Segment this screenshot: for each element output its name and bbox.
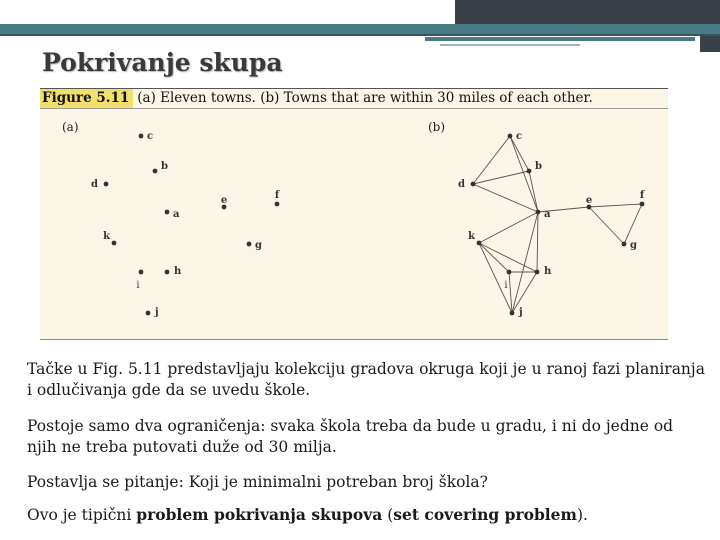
edge-e-g bbox=[589, 207, 624, 244]
town-j-panel-a bbox=[146, 311, 151, 316]
town-i-panel-a bbox=[139, 270, 144, 275]
figure-caption-label: Figure 5.11 bbox=[40, 89, 133, 108]
town-label-j-panel-a: j bbox=[155, 307, 159, 318]
town-g-panel-a bbox=[247, 242, 252, 247]
header-accent-stripe-light bbox=[440, 44, 580, 46]
town-label-j-panel-b: j bbox=[519, 307, 523, 318]
term-set-covering-sr: problem pokrivanja skupova bbox=[136, 505, 383, 524]
town-label-h-panel-a: h bbox=[174, 266, 182, 277]
town-k-panel-b bbox=[477, 241, 482, 246]
slide-title: Pokrivanje skupa bbox=[42, 48, 283, 77]
town-label-f-panel-a: f bbox=[274, 190, 280, 201]
edge-e-f bbox=[589, 204, 642, 207]
town-j-panel-b bbox=[510, 311, 515, 316]
paragraph-3: Postavlja se pitanje: Koji je minimalni potreban broj škola? bbox=[27, 473, 488, 491]
paragraph-4-suffix: ). bbox=[576, 506, 588, 524]
figure-caption-text: (a) Eleven towns. (b) Towns that are within 30 miles of each other. bbox=[137, 90, 593, 106]
edge-h-j bbox=[512, 272, 537, 313]
edge-k-j bbox=[479, 243, 512, 313]
panel-b-label: (b) bbox=[428, 120, 446, 134]
town-label-c-panel-b: c bbox=[516, 131, 523, 142]
term-set-covering-en: set covering problem bbox=[393, 505, 577, 524]
town-b-panel-a bbox=[153, 169, 158, 174]
town-a-panel-a bbox=[165, 210, 170, 215]
header-accent-stripe bbox=[425, 37, 695, 41]
town-d-panel-b bbox=[471, 182, 476, 187]
town-label-f-panel-b: f bbox=[639, 190, 645, 201]
header-accent-bar bbox=[0, 24, 720, 34]
town-b-panel-b bbox=[527, 169, 532, 174]
edge-a-j bbox=[512, 212, 538, 313]
edge-f-g bbox=[624, 204, 642, 244]
paragraph-4-prefix: Ovo je tipični bbox=[27, 506, 137, 524]
town-c-panel-a bbox=[139, 134, 144, 139]
figure-5-11 bbox=[40, 88, 668, 340]
edge-d-a bbox=[473, 184, 538, 212]
town-label-a-panel-a: a bbox=[173, 209, 180, 220]
paragraph-4 bbox=[27, 504, 707, 526]
town-c-panel-b bbox=[508, 134, 513, 139]
edge-k-h bbox=[479, 243, 537, 272]
paragraph-1: Tačke u Fig. 5.11 predstavljaju kolekciju gradova okruga koji je u ranoj fazi planiranja i odlučivanja gde da se uvedu škole. bbox=[27, 360, 705, 399]
panel-a-label: (a) bbox=[62, 120, 79, 134]
town-label-i-panel-b: i bbox=[504, 280, 508, 291]
town-label-d-panel-a: d bbox=[91, 179, 98, 190]
town-label-g-panel-a: g bbox=[255, 240, 262, 251]
paragraph-4-middle: ( bbox=[382, 506, 394, 524]
figure-panels bbox=[40, 108, 668, 340]
towns-graph bbox=[40, 109, 668, 340]
paragraph-2: Postoje samo dva ograničenja: svaka škola treba da bude u gradu, i ni do jedne od njih ne treba putovati duže od 30 milja. bbox=[27, 417, 674, 456]
town-a-panel-b bbox=[536, 210, 541, 215]
town-f-panel-b bbox=[640, 202, 645, 207]
town-label-h-panel-b: h bbox=[544, 266, 552, 277]
town-k-panel-a bbox=[112, 241, 117, 246]
town-label-a-panel-b: a bbox=[544, 209, 551, 220]
town-label-c-panel-a: c bbox=[147, 131, 154, 142]
town-label-e-panel-b: e bbox=[585, 195, 593, 206]
town-h-panel-b bbox=[535, 270, 540, 275]
edge-k-i bbox=[479, 243, 509, 272]
header-accent-line bbox=[0, 34, 720, 36]
figure-caption bbox=[40, 89, 668, 108]
town-label-b-panel-a: b bbox=[161, 161, 168, 172]
header-dark-bar bbox=[455, 0, 720, 26]
town-f-panel-a bbox=[275, 202, 280, 207]
town-i-panel-b bbox=[507, 270, 512, 275]
town-label-e-panel-a: e bbox=[220, 195, 228, 206]
town-g-panel-b bbox=[622, 242, 627, 247]
edge-a-k bbox=[479, 212, 538, 243]
town-label-g-panel-b: g bbox=[630, 240, 637, 251]
town-h-panel-a bbox=[165, 270, 170, 275]
town-label-d-panel-b: d bbox=[458, 179, 465, 190]
town-label-k-panel-b: k bbox=[468, 231, 475, 242]
town-label-i-panel-a: i bbox=[136, 280, 140, 291]
town-label-b-panel-b: b bbox=[535, 161, 542, 172]
town-label-k-panel-a: k bbox=[103, 231, 110, 242]
edge-a-h bbox=[537, 212, 538, 272]
town-d-panel-a bbox=[104, 182, 109, 187]
